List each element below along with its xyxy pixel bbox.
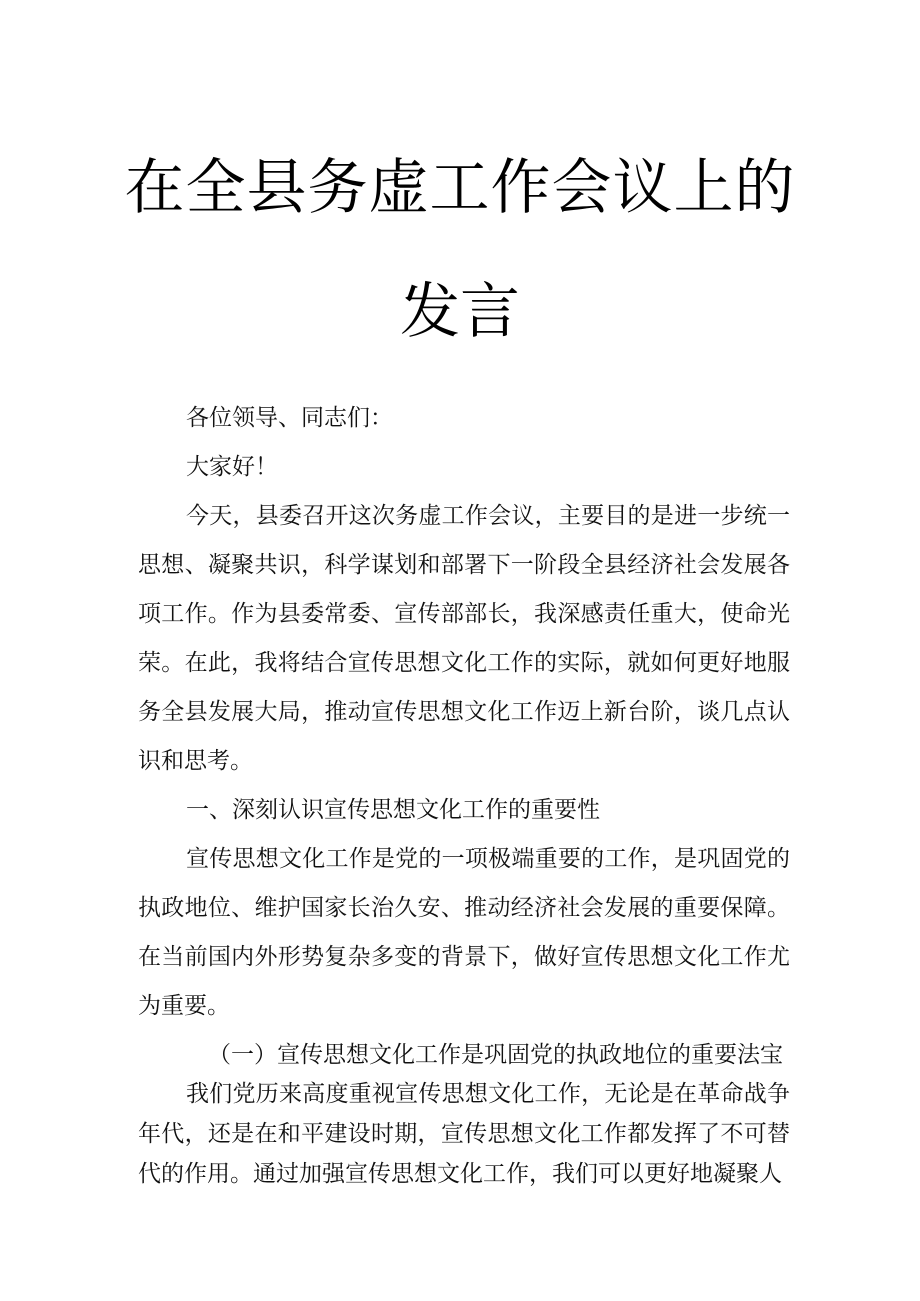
document-body-upper — [138, 394, 790, 1080]
salutation: 各位领导、同志们： — [186, 405, 393, 431]
document-body-lower — [138, 1074, 790, 1194]
greeting: 大家好！ — [186, 454, 278, 480]
paragraph-opening: 今天，县委召开这次务虚工作会议，主要目的是进一步统一思想、凝聚共识，科学谋划和部署下一阶段全县经济社会发展各项工作。作为县委常委、宣传部部长，我深感责任重大，使命光荣。在此，我将结合宣传思想文化工作的实际，就如何更好地服务全县发展大局，推动宣传思想文化工作迈上新台阶，谈几点认识和思考。 — [138, 503, 790, 774]
document-title-line-2: 发言 — [400, 277, 520, 347]
section-heading-1: 一、深刻认识宣传思想文化工作的重要性 — [186, 797, 600, 823]
paragraph-history: 我们党历来高度重视宣传思想文化工作，无论是在革命战争年代，还是在和平建设时期，宣传思想文化工作都发挥了不可替代的作用。通过加强宣传思想文化工作，我们可以更好地凝聚人 — [138, 1081, 790, 1187]
document-title-line-1: 在全县务虚工作会议上的 — [124, 153, 796, 223]
paragraph-importance: 宣传思想文化工作是党的一项极端重要的工作，是巩固党的执政地位、维护国家长治久安、推动经济社会发展的重要保障。在当前国内外形势复杂多变的背景下，做好宣传思想文化工作尤为重要。 — [138, 846, 790, 1019]
sub-heading-1: （一）宣传思想文化工作是巩固党的执政地位的重要法宝 — [208, 1042, 783, 1068]
